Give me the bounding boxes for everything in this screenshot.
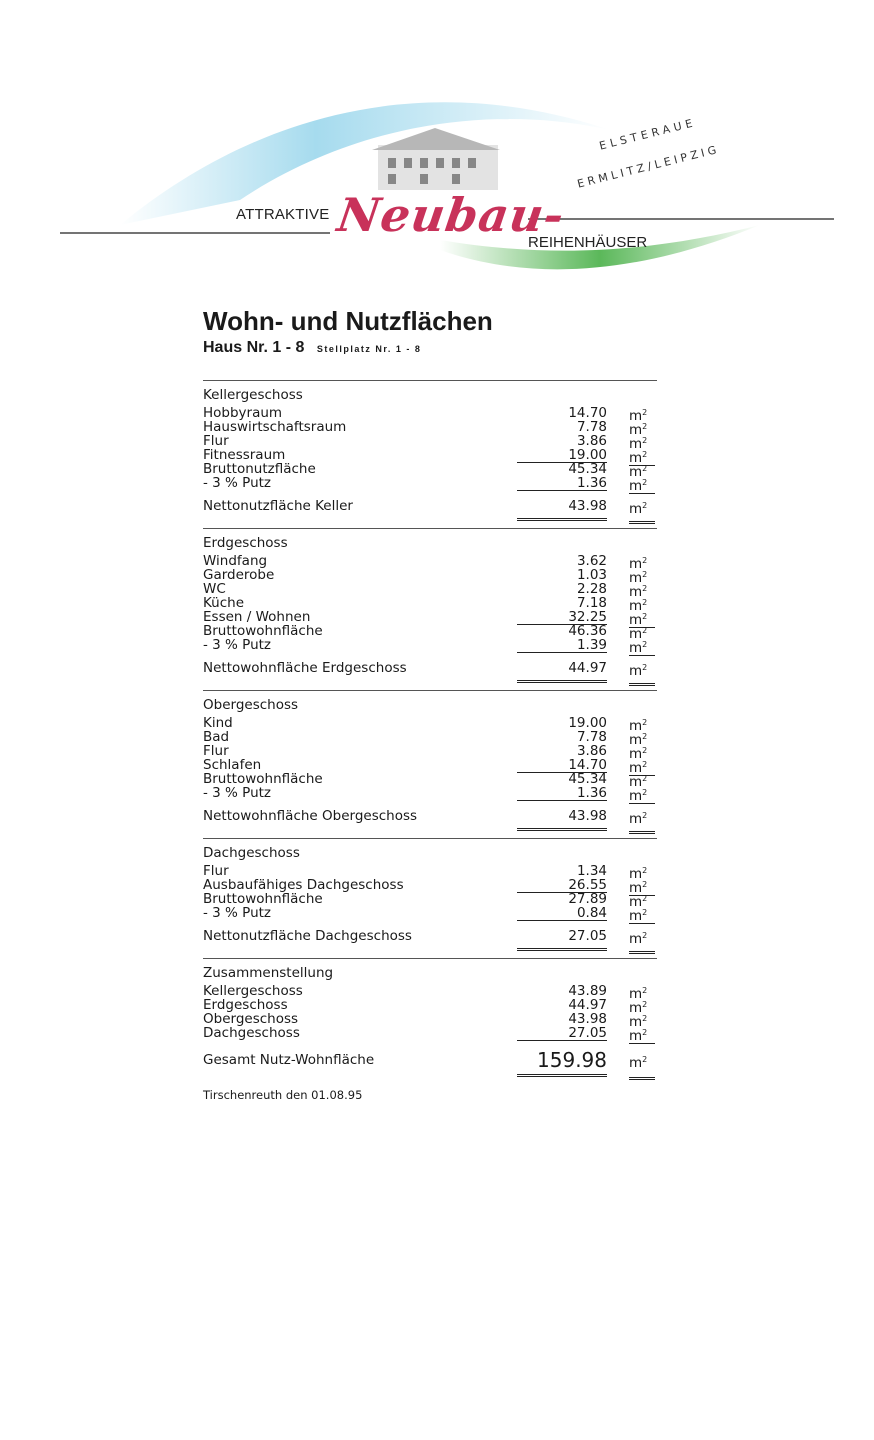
unit-label: $m^2$ [629, 476, 655, 494]
unit-label: $m^2$ [629, 422, 648, 438]
unit-label: $m^2$ [629, 786, 655, 804]
section-heading: Obergeschoss [203, 697, 299, 713]
row-value: 14.70 [517, 758, 607, 773]
area-table [203, 380, 657, 1102]
unit-label: $m^2$ [629, 448, 655, 466]
table-row [203, 419, 657, 438]
section [203, 690, 657, 838]
subtitle-small: Stellplatz Nr. 1 - 8 [316, 344, 422, 354]
row-value: 14.70 [568, 405, 607, 421]
row-label: Bruttowohnfläche [203, 623, 323, 639]
row-value: 45.34 [568, 461, 607, 477]
row-label: Kind [203, 715, 233, 731]
summary-section [203, 958, 657, 1102]
row-value: 43.98 [517, 494, 607, 521]
row-label: Bruttowohnfläche [203, 771, 323, 787]
row-label: Bruttonutzfläche [203, 461, 316, 477]
row-value: 43.98 [517, 804, 607, 831]
row-value: 1.39 [517, 638, 607, 653]
unit-label: $m^2$ [629, 626, 648, 642]
section [203, 528, 657, 690]
logo-right-text: REIHENHÄUSER [528, 234, 648, 251]
total-row [203, 924, 657, 948]
section [203, 838, 657, 958]
section [203, 380, 657, 528]
row-value: 44.97 [568, 997, 607, 1013]
table-row [203, 743, 657, 762]
table-row [203, 475, 657, 494]
unit-label: $m^2$ [629, 906, 655, 924]
unit-label: $m^2$ [629, 758, 655, 776]
unit-label: $m^2$ [629, 464, 648, 480]
table-row [203, 405, 657, 424]
row-label: - 3 % Putz [203, 785, 272, 801]
row-value: 7.78 [576, 419, 607, 435]
row-label: Obergeschoss [203, 1011, 299, 1027]
row-label: Erdgeschoss [203, 997, 288, 1013]
table-row [203, 715, 657, 734]
row-value: 1.03 [576, 567, 607, 583]
page-subtitle [203, 339, 421, 357]
row-value: 2.28 [576, 581, 607, 597]
unit-label: $m^2$ [629, 866, 648, 882]
unit-label: $m^2$ [629, 610, 655, 628]
unit-label: $m^2$ [629, 924, 655, 954]
row-label: - 3 % Putz [203, 637, 272, 653]
row-label: Nettowohnfläche Erdgeschoss [203, 660, 407, 676]
total-row [203, 494, 657, 518]
table-row [203, 1025, 657, 1044]
row-label: Windfang [203, 553, 268, 569]
total-row [203, 1046, 657, 1074]
row-value: 27.89 [568, 891, 607, 907]
unit-label: $m^2$ [629, 436, 648, 452]
row-value: 3.86 [576, 743, 607, 759]
row-value: 7.78 [576, 729, 607, 745]
row-value: 3.62 [576, 553, 607, 569]
unit-label: $m^2$ [629, 746, 648, 762]
letterhead [0, 0, 874, 300]
page-title: Wohn- und Nutzflächen [203, 306, 493, 336]
unit-label: $m^2$ [629, 556, 648, 572]
unit-label: $m^2$ [629, 494, 655, 524]
row-value: 7.18 [576, 595, 607, 611]
table-row [203, 567, 657, 586]
table-row [203, 595, 657, 614]
logo-brand-text: Neubau- [334, 188, 569, 242]
row-label: Dachgeschoss [203, 1025, 300, 1041]
row-label: Hobbyraum [203, 405, 283, 421]
row-label: Nettowohnfläche Obergeschoss [203, 808, 418, 824]
row-value: 44.97 [517, 656, 607, 683]
unit-label: $m^2$ [629, 598, 648, 614]
unit-label: $m^2$ [629, 638, 655, 656]
table-row [203, 877, 657, 896]
table-row [203, 447, 657, 466]
unit-label: $m^2$ [629, 878, 655, 896]
row-label: Flur [203, 863, 229, 879]
unit-label: $m^2$ [629, 774, 648, 790]
row-label: Nettonutzfläche Dachgeschoss [203, 928, 412, 944]
table-row [203, 623, 657, 642]
table-row [203, 785, 657, 804]
row-label: Flur [203, 433, 229, 449]
table-row [203, 891, 657, 910]
logo-left-text: ATTRAKTIVE [236, 206, 330, 223]
row-value: 43.98 [568, 1011, 607, 1027]
row-label: - 3 % Putz [203, 475, 272, 491]
unit-label: $m^2$ [629, 656, 655, 686]
place-date: Tirschenreuth den 01.08.95 [203, 1088, 363, 1102]
table-row [203, 1011, 657, 1030]
unit-label: $m^2$ [629, 804, 655, 834]
table-row [203, 581, 657, 600]
unit-label: $m^2$ [629, 718, 648, 734]
row-label: Garderobe [203, 567, 275, 583]
row-value: 1.36 [517, 786, 607, 801]
row-value: 43.89 [568, 983, 607, 999]
table-row [203, 637, 657, 656]
row-value: 46.36 [568, 623, 607, 639]
row-value: 19.00 [568, 715, 607, 731]
house-illustration-icon [372, 128, 500, 190]
section-heading: Zusammenstellung [203, 965, 334, 981]
row-label: Kellergeschoss [203, 983, 303, 999]
unit-label: $m^2$ [629, 1046, 655, 1080]
row-label: Flur [203, 743, 229, 759]
row-label: Essen / Wohnen [203, 609, 311, 625]
table-row [203, 433, 657, 452]
total-row [203, 804, 657, 828]
row-label: Schlafen [203, 757, 262, 773]
unit-label: $m^2$ [629, 1026, 655, 1044]
row-value: 159.98 [517, 1046, 607, 1077]
row-label: Küche [203, 595, 245, 611]
table-row [203, 729, 657, 748]
table-row [203, 983, 657, 1002]
table-row [203, 461, 657, 480]
unit-label: $m^2$ [629, 1014, 648, 1030]
unit-label: $m^2$ [629, 732, 648, 748]
row-value: 1.34 [576, 863, 607, 879]
row-value: 0.84 [517, 906, 607, 921]
total-row [203, 656, 657, 680]
table-row [203, 757, 657, 776]
letterhead-swoosh-graphic [0, 0, 874, 300]
table-row [203, 997, 657, 1016]
row-label: Bad [203, 729, 230, 745]
row-label: Gesamt Nutz-Wohnfläche [203, 1052, 375, 1068]
place-line-1: ELSTERAUE [598, 115, 698, 153]
row-label: Bruttowohnfläche [203, 891, 323, 907]
table-row [203, 905, 657, 924]
unit-label: $m^2$ [629, 408, 648, 424]
row-label: Nettonutzfläche Keller [203, 498, 353, 514]
unit-label: $m^2$ [629, 570, 648, 586]
row-label: WC [203, 581, 226, 597]
unit-label: $m^2$ [629, 894, 648, 910]
row-value: 32.25 [517, 610, 607, 625]
table-row [203, 771, 657, 790]
row-value: 1.36 [517, 476, 607, 491]
row-label: Hauswirtschaftsraum [203, 419, 347, 435]
unit-label: $m^2$ [629, 986, 648, 1002]
table-row [203, 863, 657, 882]
row-value: 27.05 [517, 1026, 607, 1041]
row-label: Fitnessraum [203, 447, 286, 463]
row-label: - 3 % Putz [203, 905, 272, 921]
unit-label: $m^2$ [629, 584, 648, 600]
section-heading: Dachgeschoss [203, 845, 300, 861]
row-label: Ausbaufähiges Dachgeschoss [203, 877, 404, 893]
row-value: 26.55 [517, 878, 607, 893]
row-value: 45.34 [568, 771, 607, 787]
row-value: 3.86 [576, 433, 607, 449]
section-heading: Erdgeschoss [203, 535, 288, 551]
subtitle-main: Haus Nr. 1 - 8 [203, 339, 305, 356]
section-heading: Kellergeschoss [203, 387, 303, 403]
row-value: 19.00 [517, 448, 607, 463]
row-value: 27.05 [517, 924, 607, 951]
table-row [203, 553, 657, 572]
unit-label: $m^2$ [629, 1000, 648, 1016]
table-row [203, 609, 657, 628]
place-line-2: ERMLITZ/LEIPZIG [576, 142, 721, 191]
